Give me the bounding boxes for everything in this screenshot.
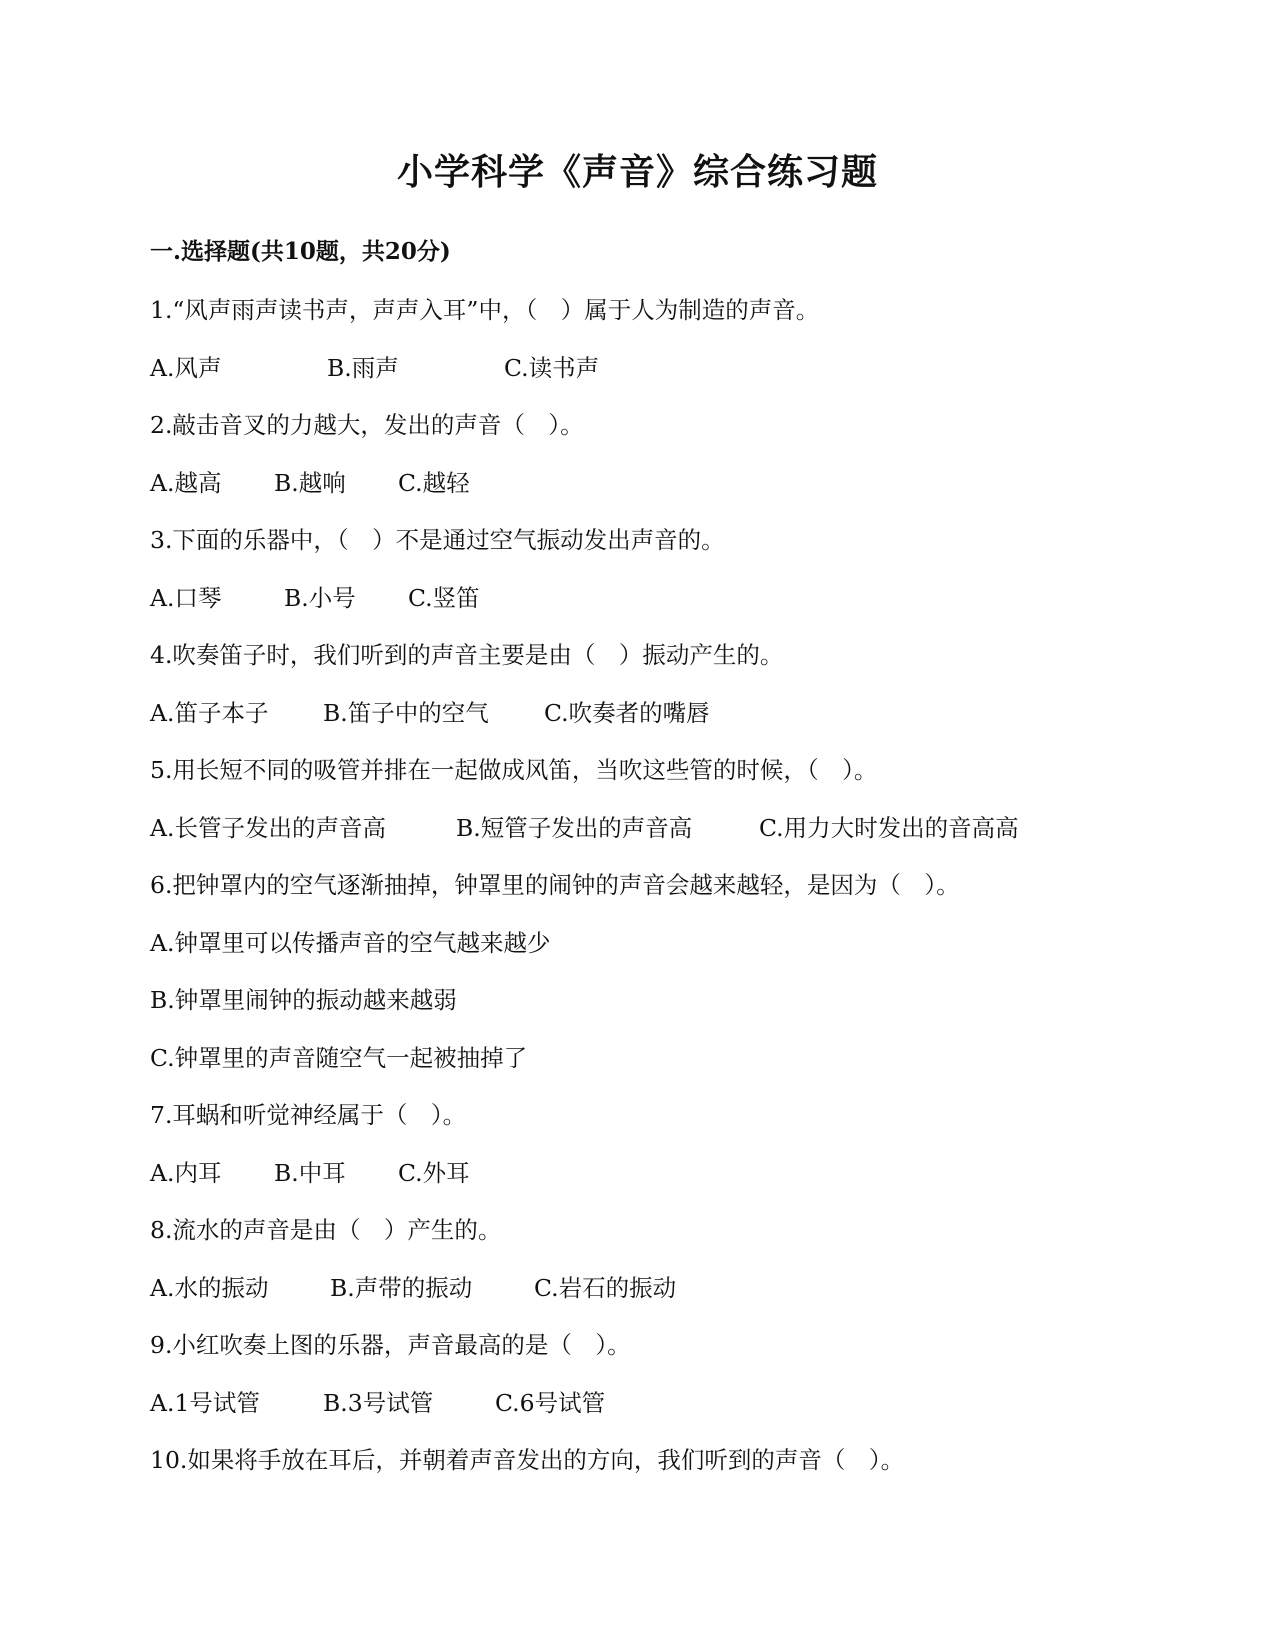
option-c: C.越轻 <box>398 468 470 497</box>
option-b: B.短管子发出的声音高 <box>456 813 693 842</box>
option-c: C.岩石的振动 <box>534 1273 677 1302</box>
option-b: B.雨声 <box>327 353 399 382</box>
option-c: C.竖笛 <box>408 583 480 612</box>
option-c: C.用力大时发出的音高高 <box>759 813 1019 842</box>
question-stem: 8.流水的声音是由（ ）产生的。 <box>150 1216 502 1244</box>
question-stem: 7.耳蜗和听觉神经属于（ ）。 <box>150 1101 467 1129</box>
question-stem: 5.用长短不同的吸管并排在一起做成风笛，当吹这些管的时候，（ ）。 <box>150 756 878 784</box>
option-a: A.长管子发出的声音高 <box>150 813 386 842</box>
option-a: A.口琴 <box>150 583 222 612</box>
option-b: B.3号试管 <box>323 1388 434 1417</box>
option-a: A.水的振动 <box>150 1273 269 1302</box>
question-options <box>150 1157 1150 1215</box>
option-b: B.声带的振动 <box>330 1273 473 1302</box>
question-stem: 3.下面的乐器中，（ ）不是通过空气振动发出声音的。 <box>150 526 725 554</box>
question-options <box>150 467 1150 525</box>
option-b: B.越响 <box>274 468 346 497</box>
question-stem: 2.敲击音叉的力越大，发出的声音（ ）。 <box>150 411 584 439</box>
question-stem: 1.“风声雨声读书声，声声入耳”中，（ ）属于人为制造的声音。 <box>150 296 820 324</box>
option-a: A.越高 <box>150 468 222 497</box>
question-options <box>150 812 1150 870</box>
question-list <box>150 294 1150 1502</box>
question-options <box>150 1272 1150 1330</box>
option-a: A.1号试管 <box>150 1388 260 1417</box>
option-c: C.钟罩里的声音随空气一起被抽掉了 <box>150 1043 528 1072</box>
option-b: B.中耳 <box>274 1158 346 1187</box>
section-heading: 一.选择题(共10题，共20分) <box>150 238 451 265</box>
option-b: B.钟罩里闹钟的振动越来越弱 <box>150 986 457 1014</box>
question-stem: 6.把钟罩内的空气逐渐抽掉，钟罩里的闹钟的声音会越来越轻，是因为（ ）。 <box>150 871 960 899</box>
option-c: C.6号试管 <box>495 1388 606 1417</box>
question-options <box>150 352 1150 410</box>
question-options <box>150 1387 1150 1445</box>
question-options <box>150 582 1150 640</box>
option-c: C.外耳 <box>398 1158 470 1187</box>
option-a: A.风声 <box>150 353 222 382</box>
question-options <box>150 697 1150 755</box>
option-c: C.吹奏者的嘴唇 <box>544 698 710 727</box>
question-stem: 9.小红吹奏上图的乐器，声音最高的是（ ）。 <box>150 1331 631 1359</box>
page-title: 小学科学《声音》综合练习题 <box>396 151 878 193</box>
question-stem: 4.吹奏笛子时，我们听到的声音主要是由（ ）振动产生的。 <box>150 641 784 669</box>
option-a: A.钟罩里可以传播声音的空气越来越少 <box>150 928 551 957</box>
option-b: B.小号 <box>284 583 356 612</box>
option-a: A.内耳 <box>150 1158 222 1187</box>
option-b: B.笛子中的空气 <box>323 698 489 727</box>
option-a: A.笛子本子 <box>150 698 269 727</box>
question-stem: 10.如果将手放在耳后，并朝着声音发出的方向，我们听到的声音（ ）。 <box>150 1446 905 1474</box>
option-c: C.读书声 <box>504 353 600 382</box>
